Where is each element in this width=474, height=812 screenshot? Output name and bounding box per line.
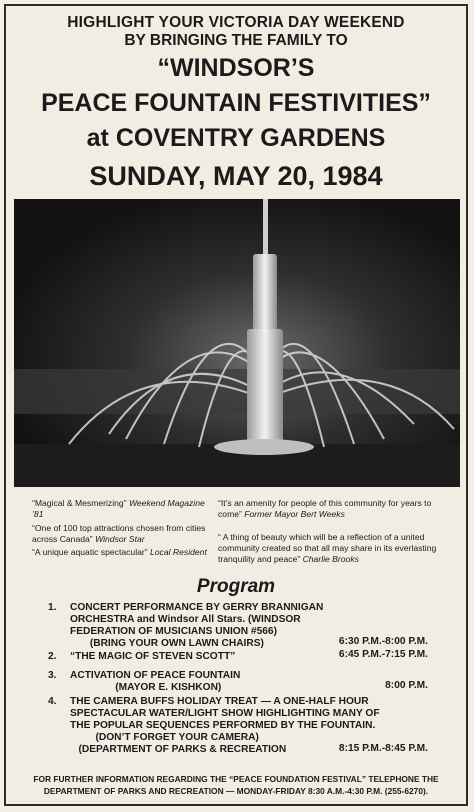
program-item-time: 8:00 P.M. <box>385 680 428 691</box>
quote-bert-weeks: “It’s an amenity for people of this community for years to come” Former Mayor Bert Weeks <box>218 498 432 519</box>
program-item-line: (DEPARTMENT OF PARKS & RECREATION <box>70 744 287 755</box>
quote-charlie-brooks: “ A thing of beauty which will be a reflection of a united community created so that all may share in its everlasting tranquility and peace” Charlie Brooks <box>218 532 437 564</box>
footer-line-1: FOR FURTHER INFORMATION REGARDING THE “PEACE FOUNDATION FESTIVAL” TELEPHONE THE <box>33 774 439 784</box>
program-item-line: ACTIVATION OF PEACE FOUNTAIN <box>70 670 241 681</box>
event-date: SUNDAY, MAY 20, 1984 <box>89 161 383 191</box>
program-item-line: FEDERATION OF MUSICIANS UNION #566) <box>70 626 277 637</box>
program-item-number: 2. <box>48 651 57 662</box>
program-item-number: 1. <box>48 602 57 613</box>
program-item-line: (DON’T FORGET YOUR CAMERA) <box>70 732 259 743</box>
quote-local-resident: “A unique aquatic spectacular” Local Resident <box>32 547 207 557</box>
fountain-illustration <box>14 199 460 487</box>
fountain-photo <box>14 199 460 487</box>
newspaper-ad <box>4 4 468 806</box>
header-line-2: BY BRINGING THE FAMILY TO <box>124 32 348 49</box>
program-item-number: 3. <box>48 670 57 681</box>
program-item-line: ORCHESTRA and Windsor All Stars. (WINDSOR <box>70 614 301 625</box>
program-item-time: 8:15 P.M.-8:45 P.M. <box>338 743 428 754</box>
venue-line: at COVENTRY GARDENS <box>86 124 386 152</box>
program-item-line: (BRING YOUR OWN LAWN CHAIRS) <box>70 638 264 649</box>
event-title-line-2: PEACE FOUNTAIN FESTIVITIES” <box>41 89 431 117</box>
event-title-line-1: “WINDSOR’S <box>157 54 315 82</box>
program-title: Program <box>196 576 276 597</box>
program-item-line: THE CAMERA BUFFS HOLIDAY TREAT — A ONE-HALF HOUR <box>70 696 369 707</box>
program-item-number: 4. <box>48 696 57 707</box>
program-item-line: SPECTACULAR WATER/LIGHT SHOW HIGHLIGHTING MANY OF <box>70 708 380 719</box>
program-item-time: 6:30 P.M.-8:00 P.M. <box>338 636 428 647</box>
header-line-1: HIGHLIGHT YOUR VICTORIA DAY WEEKEND <box>67 14 405 31</box>
program-item-line: (MAYOR E. KISHKON) <box>70 682 222 693</box>
footer-line-2: DEPARTMENT OF PARKS AND RECREATION — MONDAY-FRIDAY 8:30 A.M.-4:30 P.M. (255-6270). <box>43 786 429 796</box>
program-item-line: “THE MAGIC OF STEVEN SCOTT” <box>70 651 236 662</box>
program-item-time: 6:45 P.M.-7:15 P.M. <box>338 649 428 660</box>
program-item-line: THE POPULAR SEQUENCES PERFORMED BY THE FOUNTAIN. <box>70 720 376 731</box>
program-item-line: CONCERT PERFORMANCE BY GERRY BRANNIGAN <box>70 602 324 613</box>
footer-info <box>22 773 450 797</box>
quote-weekend-magazine: “Magical & Mesmerizing” Weekend Magazine ’81 <box>32 498 205 519</box>
quote-windsor-star: “One of 100 top attractions chosen from cities across Canada” Windsor Star <box>32 523 206 544</box>
